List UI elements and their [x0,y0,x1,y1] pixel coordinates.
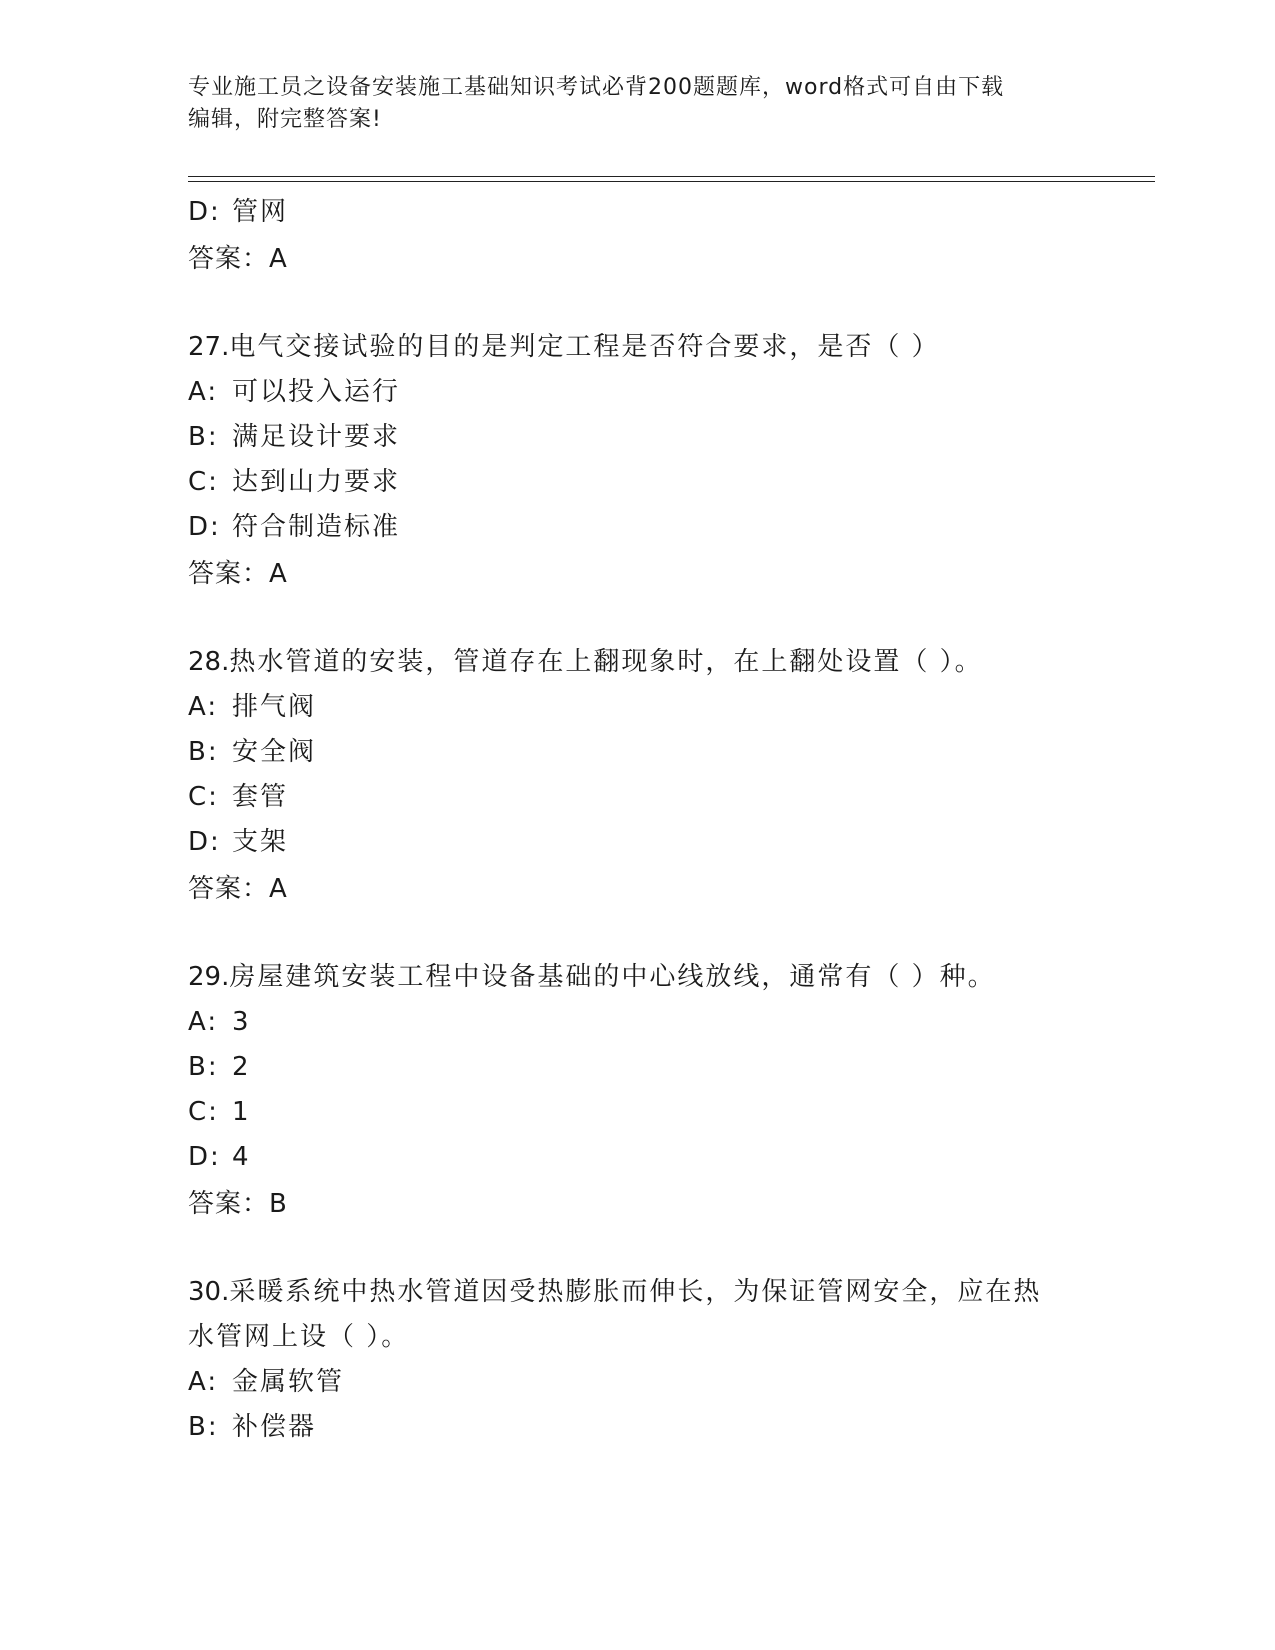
option-b [188,1045,1088,1090]
option-key: A: [188,1007,219,1037]
option-c [188,775,1088,820]
option-text: 2 [232,1052,251,1082]
option-key: D: [188,197,221,227]
option-key: C: [188,1097,219,1127]
option-text: 达到山力要求 [232,467,401,497]
header-title-line-2: 编辑，附完整答案! [188,107,382,132]
option-b [188,415,1088,460]
answer-line: 答案：B [188,1189,288,1219]
option-key: B: [188,1052,219,1082]
option-key: D: [188,827,221,857]
option-key: C: [188,782,219,812]
option-a [188,1000,1088,1045]
question-number: 29. [188,962,230,992]
option-key: D: [188,1142,221,1172]
question-26-tail [188,190,1088,283]
option-text: 管网 [232,197,289,227]
option-text: 3 [232,1007,251,1037]
option-key: C: [188,467,219,497]
option-key: A: [188,1367,219,1397]
question-text-line-1: 采暖系统中热水管道因受热膨胀而伸长，为保证管网安全，应在热 [229,1277,1042,1307]
option-key: B: [188,737,219,767]
header-divider-bottom [188,181,1155,182]
header-title-line-1: 专业施工员之设备安装施工基础知识考试必背200题题库，word格式可自由下载 [188,75,1005,100]
option-a [188,370,1088,415]
question-stem [188,640,1088,685]
option-text: 满足设计要求 [232,422,401,452]
option-b [188,730,1088,775]
option-c [188,1090,1088,1135]
question-stem [188,1270,1088,1315]
option-text: 4 [232,1142,251,1172]
option-text: 支架 [232,827,289,857]
header-divider-top [188,176,1155,177]
option-d [188,820,1088,865]
question-list [188,190,1088,1450]
option-a [188,1360,1088,1405]
question-text: 电气交接试验的目的是判定工程是否符合要求，是否（ ） [229,332,940,362]
option-d [188,190,1088,235]
option-text: 补偿器 [232,1412,317,1442]
option-key: D: [188,512,221,542]
question-number: 30. [188,1277,230,1307]
question-28 [188,640,1088,913]
document-header [188,72,1068,136]
option-b [188,1405,1088,1450]
option-d [188,505,1088,550]
answer-line: 答案：A [188,244,288,274]
question-stem [188,325,1088,370]
answer-line: 答案：A [188,874,288,904]
option-key: B: [188,1412,219,1442]
option-text: 排气阀 [232,692,317,722]
option-text: 可以投入运行 [232,377,401,407]
question-27 [188,325,1088,598]
option-key: A: [188,692,219,722]
option-d [188,1135,1088,1180]
option-c [188,460,1088,505]
option-key: A: [188,377,219,407]
question-text-line-2: 水管网上设（ ）。 [188,1322,410,1352]
question-29 [188,955,1088,1228]
answer-line: 答案：A [188,559,288,589]
option-a [188,685,1088,730]
option-text: 套管 [232,782,289,812]
question-text: 热水管道的安装，管道存在上翻现象时，在上翻处设置（ ）。 [229,647,983,677]
option-text: 金属软管 [232,1367,345,1397]
question-number: 28. [188,647,230,677]
option-key: B: [188,422,219,452]
question-30 [188,1270,1088,1450]
option-text: 1 [232,1097,251,1127]
question-text: 房屋建筑安装工程中设备基础的中心线放线，通常有（ ）种。 [229,962,996,992]
option-text: 符合制造标准 [232,512,401,542]
question-number: 27. [188,332,230,362]
option-text: 安全阀 [232,737,317,767]
question-stem [188,955,1088,1000]
